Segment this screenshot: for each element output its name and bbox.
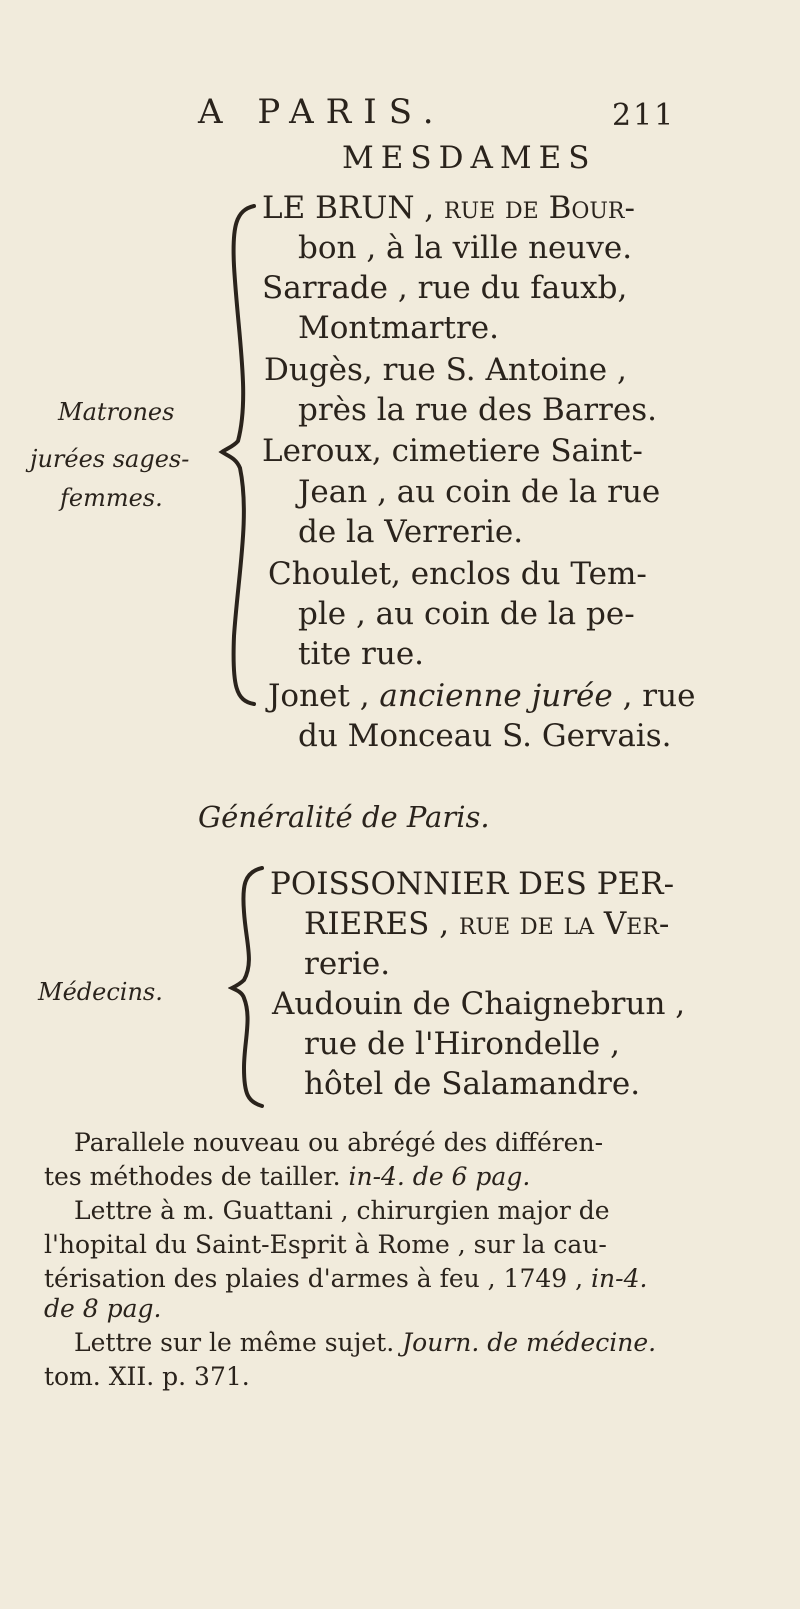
biblio-line: l'hopital du Saint-Esprit à Rome , sur la cau- bbox=[44, 1230, 607, 1259]
biblio-format: in-4. bbox=[591, 1264, 648, 1293]
medecins-brace-icon bbox=[228, 862, 268, 1112]
biblio-text: Lettre sur le même sujet. bbox=[74, 1328, 403, 1357]
matrones-label-line-3: femmes. bbox=[60, 484, 163, 512]
matrones-line: tite rue. bbox=[298, 636, 425, 672]
biblio-line: Parallele nouveau ou abrégé des différen- bbox=[74, 1128, 604, 1157]
biblio-line bbox=[74, 1326, 656, 1359]
matrones-line: du Monceau S. Gervais. bbox=[298, 718, 672, 754]
medecins-line: rerie. bbox=[304, 946, 391, 982]
matrones-line: Leroux, cimetiere Saint- bbox=[262, 433, 643, 469]
matrones-line: près la rue des Barres. bbox=[298, 392, 657, 428]
matrones-line-jonet bbox=[268, 676, 695, 717]
jonet-name: Jonet , bbox=[268, 678, 380, 714]
mesdames-heading: MESDAMES bbox=[342, 140, 597, 176]
matrones-line: Jean , au coin de la rue bbox=[298, 474, 661, 510]
biblio-text: térisation des plaies d'armes à feu , 1749 , bbox=[44, 1264, 592, 1293]
biblio-line bbox=[44, 1160, 530, 1193]
matrones-brace-icon bbox=[216, 196, 260, 716]
biblio-format: in-4. de 6 pag. bbox=[348, 1162, 531, 1191]
biblio-line bbox=[44, 1262, 647, 1295]
medecins-label: Médecins. bbox=[38, 978, 163, 1006]
section-title: Généralité de Paris. bbox=[198, 800, 490, 834]
biblio-line: Lettre à m. Guattani , chirurgien major de bbox=[74, 1196, 610, 1225]
matrones-line: de la Verrerie. bbox=[298, 514, 524, 550]
medecins-line: rue de l'Hirondelle , bbox=[304, 1026, 620, 1062]
biblio-line: tom. XII. p. 371. bbox=[44, 1362, 250, 1391]
running-head: A PARIS. bbox=[198, 92, 446, 132]
medecins-line: Audouin de Chaignebrun , bbox=[272, 986, 686, 1022]
medecins-line: POISSONNIER DES PER- bbox=[270, 866, 675, 902]
matrones-line: Montmartre. bbox=[298, 310, 500, 346]
matrones-line: ple , au coin de la pe- bbox=[298, 596, 635, 632]
matrones-line: Dugès, rue S. Antoine , bbox=[264, 352, 627, 388]
biblio-line: de 8 pag. bbox=[44, 1294, 162, 1323]
matrones-line: bon , à la ville neuve. bbox=[298, 230, 633, 266]
matrones-line: Sarrade , rue du fauxb, bbox=[262, 270, 628, 306]
jonet-rest: , rue bbox=[612, 678, 696, 714]
medecins-line: hôtel de Salamandre. bbox=[304, 1066, 641, 1102]
page-number: 211 bbox=[612, 98, 676, 133]
matrones-line: Choulet, enclos du Tem- bbox=[268, 556, 647, 592]
matrones-line: LE BRUN , rue de Bour- bbox=[262, 190, 635, 226]
biblio-journal: Journ. de médecine. bbox=[402, 1328, 657, 1357]
biblio-text: tes méthodes de tailler. bbox=[44, 1162, 349, 1191]
jonet-title: ancienne jurée bbox=[379, 678, 613, 714]
medecins-line: RIERES , rue de la Ver- bbox=[304, 906, 670, 942]
matrones-label-line-1: Matrones bbox=[58, 398, 175, 426]
matrones-label-line-2: jurées sages- bbox=[30, 445, 190, 473]
